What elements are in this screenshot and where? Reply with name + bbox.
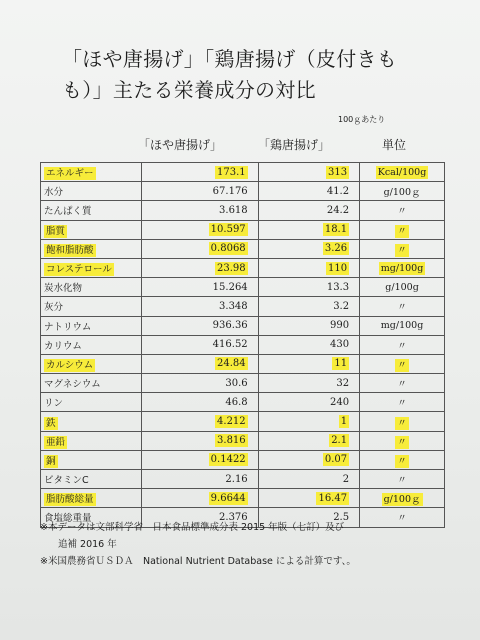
unit-cell-cell <box>360 354 445 373</box>
table-row <box>41 182 445 201</box>
nutrient-name-cell <box>41 412 142 431</box>
table-row <box>41 258 445 277</box>
nutrient-name-cell <box>41 258 142 277</box>
chicken-value: 3.2 <box>333 300 350 312</box>
chicken-value: 110 <box>328 262 348 274</box>
unit-cell: 〃 <box>397 244 407 256</box>
hoya-value: 15.264 <box>212 281 248 293</box>
chicken-value: 32 <box>336 377 350 389</box>
hoya-value: 67.176 <box>212 185 248 197</box>
table-row <box>41 450 445 469</box>
chicken-value-cell <box>258 450 359 469</box>
unit-cell: Kcal/100g <box>377 166 427 178</box>
nutrient-name-cell <box>41 431 142 450</box>
chicken-value: 11 <box>334 358 348 370</box>
hoya-value-cell <box>141 412 258 431</box>
nutrient-name-cell <box>41 393 142 412</box>
hoya-value-cell <box>141 393 258 412</box>
chicken-value: 3.26 <box>324 243 348 255</box>
hoya-value-cell <box>141 374 258 393</box>
unit-cell: 〃 <box>397 475 407 487</box>
chicken-value-cell <box>258 316 359 335</box>
unit-cell-cell <box>360 163 445 182</box>
hoya-value: 173.1 <box>217 166 246 178</box>
nutrient-name: 灰分 <box>44 302 64 314</box>
unit-cell-cell <box>360 412 445 431</box>
nutrient-name: カリウム <box>44 340 82 352</box>
table-row <box>41 220 445 239</box>
hoya-value-cell <box>141 316 258 335</box>
table-row <box>41 316 445 335</box>
table-row <box>41 278 445 297</box>
footnote-1-cont: 追補 2016 年 <box>58 539 117 550</box>
chicken-value: 2.1 <box>331 435 348 447</box>
hoya-value-cell <box>141 450 258 469</box>
nutrient-name-cell <box>41 450 142 469</box>
hoya-value-cell <box>141 220 258 239</box>
nutrient-name: リン <box>44 398 64 410</box>
hoya-value: 24.84 <box>217 358 246 370</box>
chicken-value: 2.5 <box>333 511 350 523</box>
chicken-value-cell <box>258 470 359 489</box>
chicken-value-cell <box>258 182 359 201</box>
unit-cell: g/100ｇ <box>383 187 421 199</box>
hoya-value: 9.6644 <box>210 492 246 504</box>
unit-cell: mg/100g <box>380 320 424 332</box>
table-row <box>41 489 445 508</box>
chicken-value: 0.07 <box>324 454 348 466</box>
unit-cell: 〃 <box>397 302 407 314</box>
hoya-value: 46.8 <box>225 396 248 408</box>
unit-cell: 〃 <box>397 340 407 352</box>
unit-cell-cell <box>360 450 445 469</box>
table-row <box>41 297 445 316</box>
hoya-value-cell <box>141 354 258 373</box>
nutrient-name: 亜鉛 <box>46 436 66 448</box>
hoya-value-cell <box>141 470 258 489</box>
unit-cell-cell <box>360 278 445 297</box>
unit-cell-cell <box>360 316 445 335</box>
footnotes <box>40 519 460 570</box>
chicken-value-cell <box>258 201 359 220</box>
table-row <box>41 412 445 431</box>
hoya-value-cell <box>141 182 258 201</box>
nutrient-name-cell <box>41 316 142 335</box>
nutrient-name-cell <box>41 374 142 393</box>
nutrient-name: カルシウム <box>46 359 94 371</box>
table-row <box>41 239 445 258</box>
header-unit: 単位 <box>382 138 407 152</box>
chicken-value: 18.1 <box>324 224 348 236</box>
nutrient-name: 水分 <box>44 187 64 199</box>
nutrient-name-cell <box>41 163 142 182</box>
chicken-value: 24.2 <box>326 204 350 216</box>
hoya-value-cell <box>141 239 258 258</box>
nutrient-name-cell <box>41 335 142 354</box>
chicken-value-cell <box>258 239 359 258</box>
unit-cell-cell <box>360 393 445 412</box>
nutrient-name: 炭水化物 <box>44 283 83 295</box>
footnote-2: ※米国農務省ＵＳＤＡ National Nutrient Database による計算です、。 <box>40 556 356 567</box>
hoya-value-cell <box>141 278 258 297</box>
nutrient-name-cell <box>41 182 142 201</box>
unit-cell: 〃 <box>397 225 407 237</box>
unit-cell-cell <box>360 335 445 354</box>
chicken-value: 2 <box>342 473 350 485</box>
unit-cell: 〃 <box>397 513 407 525</box>
chicken-value-cell <box>258 374 359 393</box>
hoya-value: 30.6 <box>225 377 248 389</box>
chicken-value-cell <box>258 278 359 297</box>
hoya-value: 3.348 <box>219 300 248 312</box>
hoya-value: 4.212 <box>217 416 246 428</box>
chicken-value-cell <box>258 163 359 182</box>
nutrient-name-cell <box>41 278 142 297</box>
hoya-value-cell <box>141 431 258 450</box>
unit-cell: 〃 <box>397 398 407 410</box>
nutrient-name: マグネシウム <box>44 379 101 391</box>
nutrient-name: 脂肪酸総量 <box>46 494 94 506</box>
hoya-value: 3.618 <box>219 204 248 216</box>
unit-cell-cell <box>360 220 445 239</box>
hoya-value-cell <box>141 258 258 277</box>
unit-cell: 〃 <box>397 455 407 467</box>
unit-cell-cell <box>360 374 445 393</box>
hoya-value: 0.1422 <box>210 454 246 466</box>
header-hoya: 「ほや唐揚げ」 <box>138 138 223 152</box>
nutrient-name-cell <box>41 354 142 373</box>
chicken-value-cell <box>258 335 359 354</box>
table-row <box>41 393 445 412</box>
page-title <box>62 44 462 106</box>
hoya-value: 0.8068 <box>210 243 246 255</box>
nutrient-name: 銅 <box>46 455 56 467</box>
chicken-value: 990 <box>330 320 350 332</box>
unit-cell: 〃 <box>397 436 407 448</box>
chicken-value: 13.3 <box>326 281 350 293</box>
unit-cell-cell <box>360 431 445 450</box>
table-row <box>41 470 445 489</box>
unit-cell-cell <box>360 470 445 489</box>
per-100g-note: 100ｇあたり <box>338 115 386 124</box>
footnote-1: ※本データは文部科学省 日本食品標準成分表 2015 年版（七訂）及び <box>40 522 345 533</box>
unit-cell: 〃 <box>397 359 407 371</box>
nutrient-name-cell <box>41 239 142 258</box>
chicken-value-cell <box>258 489 359 508</box>
chicken-value-cell <box>258 431 359 450</box>
hoya-value-cell <box>141 297 258 316</box>
nutrient-name: 食塩総重量 <box>44 513 92 525</box>
table-row <box>41 374 445 393</box>
nutrient-name: たんぱく質 <box>44 206 92 218</box>
chicken-value: 430 <box>330 339 350 351</box>
nutrient-name: 脂質 <box>46 225 66 237</box>
chicken-value: 16.47 <box>318 492 348 504</box>
unit-cell-cell <box>360 182 445 201</box>
nutrient-name-cell <box>41 470 142 489</box>
hoya-value-cell <box>141 201 258 220</box>
hoya-value: 416.52 <box>212 339 248 351</box>
hoya-value-cell <box>141 335 258 354</box>
table-row <box>41 163 445 182</box>
nutrient-name: ビタミンC <box>44 475 89 487</box>
nutrient-name: エネルギー <box>46 168 94 180</box>
title-line-1: 「ほや唐揚げ」「鶏唐揚げ（皮付きも <box>62 47 398 71</box>
hoya-value: 2.16 <box>225 473 248 485</box>
unit-cell-cell <box>360 489 445 508</box>
nutrient-name: 飽和脂肪酸 <box>46 244 94 256</box>
chicken-value-cell <box>258 412 359 431</box>
table-row <box>41 335 445 354</box>
unit-cell: g/100ｇ <box>383 494 421 506</box>
unit-cell: 〃 <box>397 417 407 429</box>
nutrient-name: 鉄 <box>46 417 56 429</box>
hoya-value: 3.816 <box>217 435 246 447</box>
nutrient-name-cell <box>41 220 142 239</box>
unit-cell: 〃 <box>397 379 407 391</box>
unit-cell: g/100g <box>385 281 419 293</box>
chicken-value-cell <box>258 354 359 373</box>
chicken-value: 41.2 <box>326 185 350 197</box>
hoya-value-cell <box>141 163 258 182</box>
hoya-value: 936.36 <box>212 320 248 332</box>
hoya-value-cell <box>141 489 258 508</box>
unit-cell-cell <box>360 297 445 316</box>
table-row <box>41 201 445 220</box>
header-chicken: 「鶏唐揚げ」 <box>258 138 331 152</box>
nutrient-name: コレステロール <box>46 264 112 276</box>
table-row <box>41 431 445 450</box>
nutrient-name: ナトリウム <box>44 321 92 333</box>
chicken-value-cell <box>258 393 359 412</box>
unit-cell-cell <box>360 201 445 220</box>
unit-cell: mg/100g <box>380 262 424 274</box>
nutrient-name-cell <box>41 201 142 220</box>
unit-cell: 〃 <box>397 206 407 218</box>
chicken-value: 1 <box>340 416 348 428</box>
table-row <box>41 354 445 373</box>
chicken-value: 313 <box>328 166 348 178</box>
unit-cell-cell <box>360 239 445 258</box>
chicken-value-cell <box>258 258 359 277</box>
title-line-2: も）」主たる栄養成分の対比 <box>62 78 316 102</box>
nutrient-name-cell <box>41 297 142 316</box>
hoya-value: 10.597 <box>210 224 246 236</box>
hoya-value: 2.376 <box>219 511 248 523</box>
chicken-value: 240 <box>330 396 350 408</box>
chicken-value-cell <box>258 297 359 316</box>
nutrition-table <box>40 162 445 528</box>
unit-cell-cell <box>360 258 445 277</box>
chicken-value-cell <box>258 220 359 239</box>
nutrient-name-cell <box>41 489 142 508</box>
hoya-value: 23.98 <box>217 262 246 274</box>
